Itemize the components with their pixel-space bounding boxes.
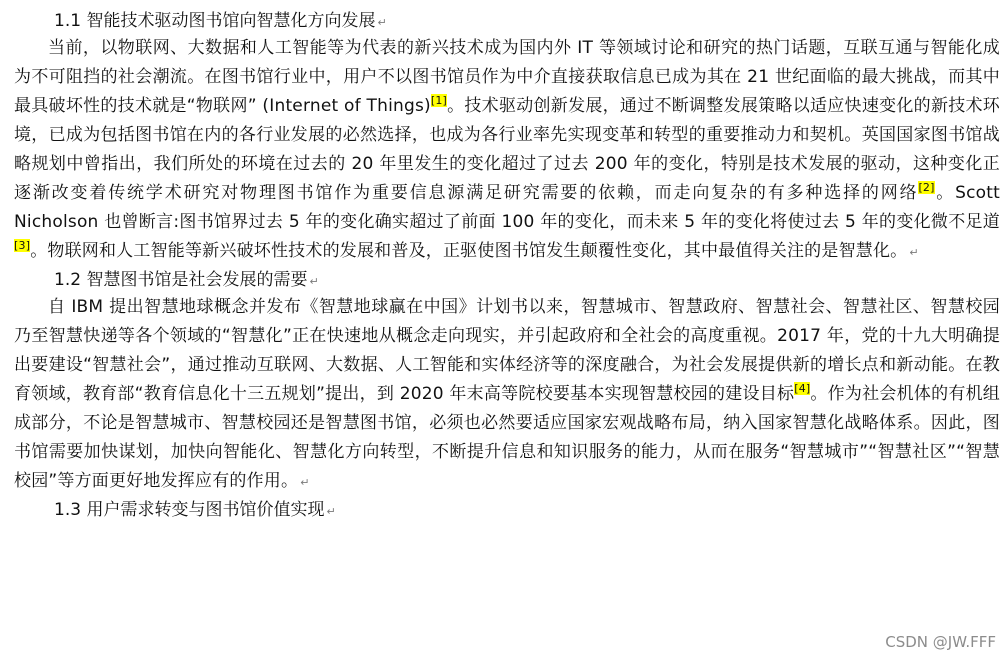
heading-text: 1.3 用户需求转变与图书馆价值实现	[54, 500, 325, 520]
heading-text: 1.1 智能技术驱动图书馆向智慧化方向发展	[54, 11, 376, 31]
watermark: CSDN @JW.FFF	[885, 633, 996, 651]
paragraph-mark-icon: ↵	[909, 246, 919, 259]
citation-ref-1: [1]	[430, 94, 448, 108]
section-heading-1-3	[14, 497, 1000, 523]
paragraph-text: 。技术驱动创新发展，通过不断调整发展策略以适应快速变化的新技术环境，已成为包括图书馆在内的各行业发展的必然选择，也成为各行业率先实现变革和转型的重要推动力和契机。英国国家图书馆战略规划中曾指出，我们所处的环境在过去的 20 年里发生的变化超过了过去 200 年的变化，特别是技术发展的驱动，这种变化正逐渐改变着传统学术研究对物理图书馆作为重要信息源满足研究需要的依赖，而走向复杂的有多种选择的网络	[14, 96, 1000, 203]
citation-ref-4: [4]	[794, 382, 811, 396]
section-heading-1-2	[14, 267, 1000, 293]
paragraph-1-2	[14, 293, 1000, 497]
paragraph-mark-icon: ↵	[300, 476, 310, 489]
section-heading-1-1	[14, 8, 1000, 34]
citation-ref-2: [2]	[918, 181, 935, 195]
paragraph-mark-icon: ↵	[377, 16, 387, 29]
paragraph-text: 。Scott Nicholson 也曾断言:图书馆界过去 5 年的变化确实超过了前面 100 年的变化，而未来 5 年的变化将使过去 5 年的变化微不足道	[14, 183, 1000, 232]
citation-ref-3: [3]	[14, 239, 31, 253]
paragraph-mark-icon: ↵	[309, 275, 319, 288]
paragraph-1-1	[14, 34, 1000, 267]
heading-text: 1.2 智慧图书馆是社会发展的需要	[54, 270, 308, 290]
paragraph-text: 自 IBM 提出智慧地球概念并发布《智慧地球赢在中国》计划书以来，智慧城市、智慧政府、智慧社会、智慧社区、智慧校园乃至智慧快递等各个领域的“智慧化”正在快速地从概念走向现实，并引起政府和全社会的高度重视。2017 年，党的十九大明确提出要建设“智慧社会”，通过推动互联网、大数据、人工智能和实体经济等的深度融合，为社会发展提供新的增长点和新动能。在教育领域，教育部“教育信息化十三五规划”提出，到 2020 年末高等院校要基本实现智慧校园的建设目标	[14, 297, 1000, 404]
paragraph-text: 。物联网和人工智能等新兴破坏性技术的发展和普及，正驱使图书馆发生颠覆性变化，其中最值得关注的是智慧化。	[30, 241, 908, 261]
paragraph-text: 。作为社会机体的有机组成部分，不论是智慧城市、智慧校园还是智慧图书馆，必须也必然要适应国家宏观战略布局，纳入国家智慧化战略体系。因此，图书馆需要加快谋划，加快向智能化、智慧化方向转型，不断提升信息和知识服务的能力，从而在服务“智慧城市”“智慧社区”“智慧校园”等方面更好地发挥应有的作用。	[14, 384, 1001, 491]
paragraph-text: 当前，以物联网、大数据和人工智能等为代表的新兴技术成为国内外 IT 等领域讨论和研究的热门话题，互联互通与智能化成为不可阻挡的社会潮流。在图书馆行业中，用户不以图书馆员作为中介直接获取信息已成为其在 21 世纪面临的最大挑战，而其中最具破坏性的技术就是“物联网” (Internet of Things)	[14, 38, 1000, 116]
paragraph-mark-icon: ↵	[326, 505, 336, 518]
